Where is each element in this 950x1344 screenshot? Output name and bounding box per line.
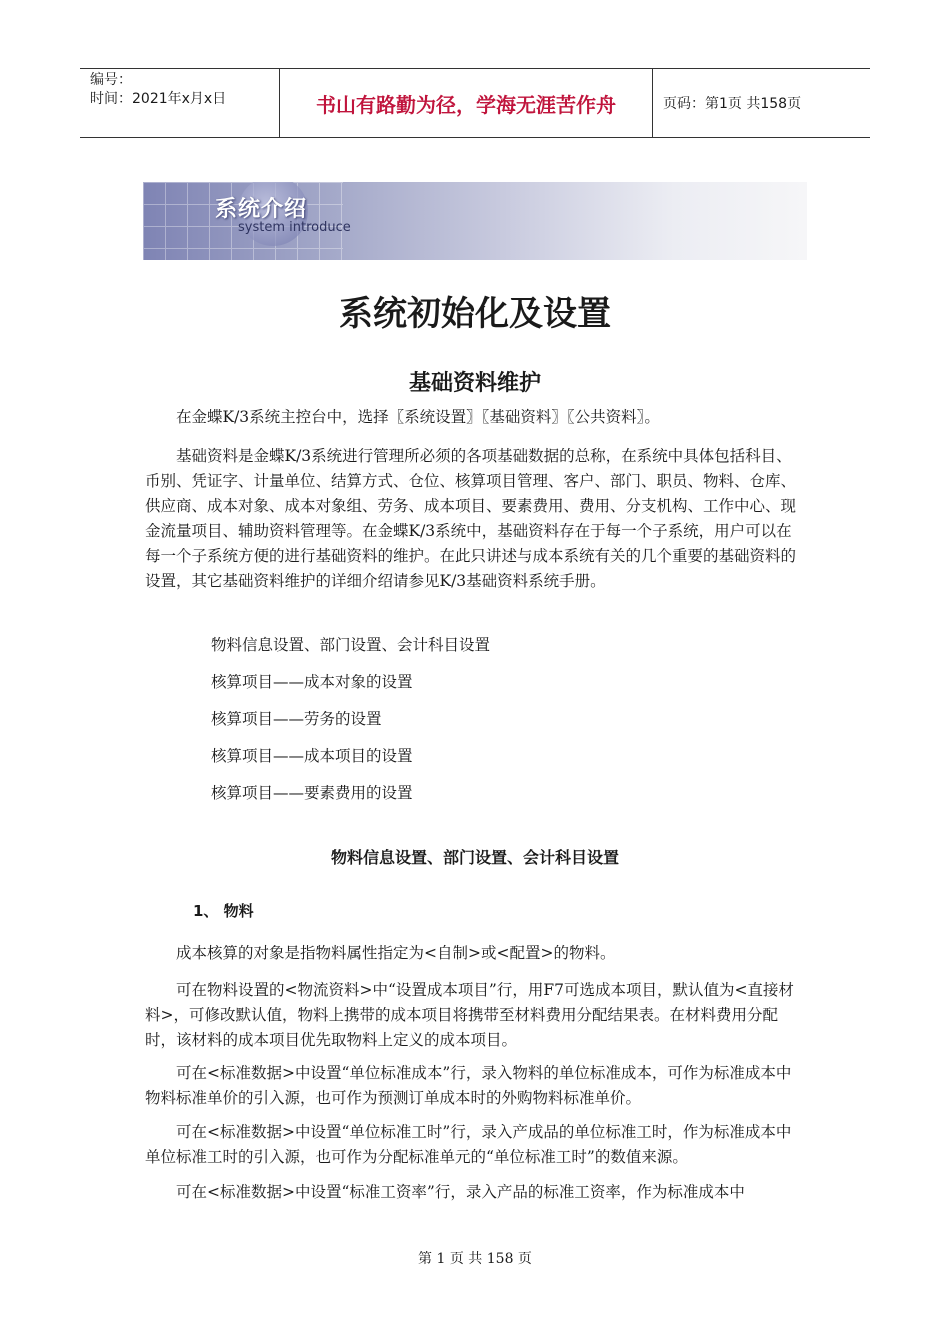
- section-title: 物料信息设置、部门设置、会计科目设置: [330, 848, 619, 867]
- paragraph-4: 可在物料设置的<物流资料>中“设置成本项目”行，用F7可选成本项目，默认值为<直接材料>，可修改默认值，物料上携带的成本项目将携带至材料费用分配结果表。在材料费用分配时，该材料的成本项目优先取物料上定义的成本项目。: [145, 981, 794, 1049]
- page-footer: 第 1 页 共 158 页: [418, 1251, 532, 1267]
- system-introduce-banner: [143, 182, 807, 260]
- list-item: 核算项目——劳务的设置: [211, 710, 382, 728]
- list-item: 核算项目——成本对象的设置: [211, 673, 413, 691]
- paragraph-2: 基础资料是金蝶K/3系统进行管理所必须的各项基础数据的总称，在系统中具体包括科目、币别、凭证字、计量单位、结算方式、仓位、核算项目管理、客户、部门、职员、物料、仓库、供应商、成本对象、成本对象组、劳务、成本项目、要素费用、费用、分支机构、工作中心、现金流量项目、辅助资料管理等。在金蝶K/3系统中，基础资料存在于每一个子系统，用户可以在每一个子系统方便的进行基础资料的维护。在此只讲述与成本系统有关的几个重要的基础资料的设置，其它基础资料维护的详细介绍请参见K/3基础资料系统手册。: [145, 447, 797, 590]
- header-meta: [80, 69, 280, 137]
- subsection-title: 1、 物料: [193, 902, 254, 920]
- list-item: 核算项目——要素费用的设置: [211, 784, 413, 802]
- banner-title-cn: 系统介绍: [215, 197, 308, 222]
- document-title: 系统初始化及设置: [339, 294, 611, 334]
- header-motto: 书山有路勤为径，学海无涯苦作舟: [280, 69, 653, 137]
- list-item: 核算项目——成本项目的设置: [211, 747, 413, 765]
- paragraph-6: 可在<标准数据>中设置“单位标准工时”行，录入产成品的单位标准工时，作为标准成本中单位标准工时的引入源，也可作为分配标准单元的“单位标准工时”的数值来源。: [145, 1123, 792, 1166]
- list-item: 物料信息设置、部门设置、会计科目设置: [211, 636, 491, 654]
- header-page-info: 页码：第1页 共158页: [663, 96, 802, 112]
- banner-title-en: system introduce: [238, 220, 351, 235]
- header-number: 编号：: [90, 72, 132, 88]
- paragraph-7: 可在<标准数据>中设置“标准工资率”行，录入产品的标准工资率，作为标准成本中: [176, 1183, 745, 1201]
- document-subtitle: 基础资料维护: [408, 371, 541, 396]
- paragraph-3: 成本核算的对象是指物料属性指定为<自制>或<配置>的物料。: [176, 944, 616, 962]
- paragraph-5: 可在<标准数据>中设置“单位标准成本”行，录入物料的单位标准成本，可作为标准成本中物料标准单价的引入源，也可作为预测订单成本时的外购物料标准单价。: [145, 1064, 792, 1107]
- paragraph-1: 在金蝶K/3系统主控台中，选择〖系统设置〗〖基础资料〗〖公共资料〗。: [176, 408, 660, 426]
- header-time: 时间：2021年x月x日: [90, 91, 227, 107]
- page-header: [80, 68, 870, 138]
